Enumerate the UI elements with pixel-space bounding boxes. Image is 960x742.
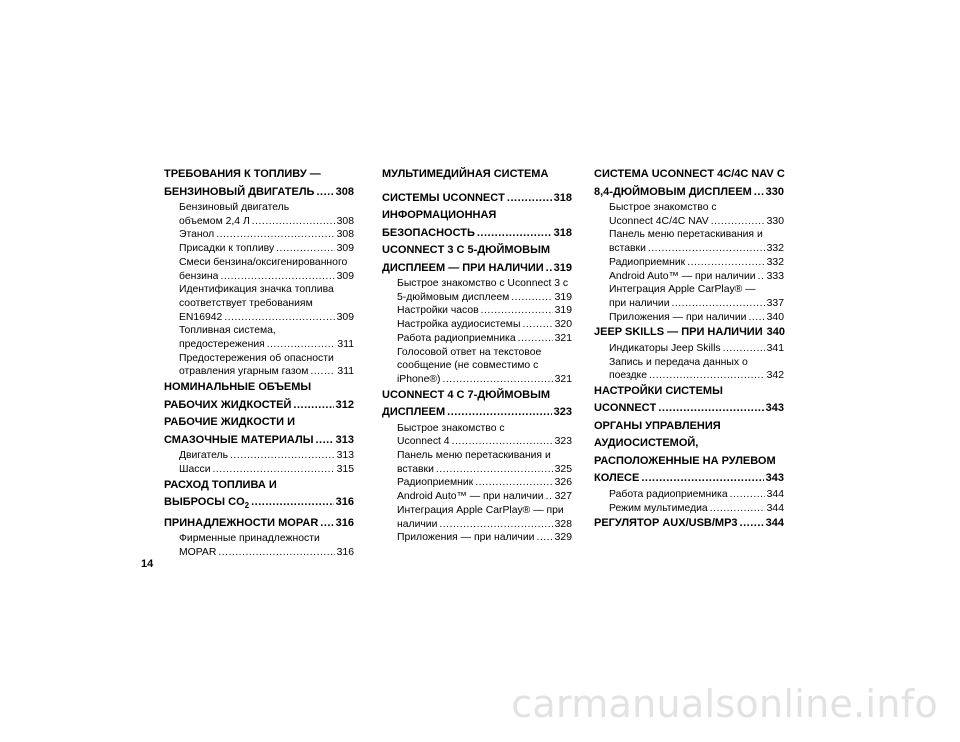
toc-heading-entry[interactable] [594, 400, 784, 418]
toc-subentry-line: соответствует требованиям [179, 297, 313, 309]
toc-entry-title-text: Работа радиоприемника [397, 332, 516, 344]
toc-entry-title [397, 435, 450, 449]
toc-entry-title [609, 369, 647, 383]
toc-page-number: 326 [554, 477, 572, 489]
toc-subentry[interactable] [382, 476, 572, 490]
toc-subentry[interactable] [594, 342, 784, 356]
toc-dot-leader [649, 369, 765, 383]
toc-subentry[interactable] [382, 490, 572, 504]
toc-entry-title-text: UCONNECT [594, 402, 657, 415]
toc-page-number: 340 [766, 311, 784, 323]
toc-entry-title [609, 242, 646, 256]
toc-page-number: 316 [336, 546, 354, 558]
toc-subentry[interactable] [164, 215, 354, 229]
toc-entry-title-text: СМАЗОЧНЫЕ МАТЕРИАЛЫ [164, 433, 314, 446]
toc-dot-leader [658, 400, 763, 418]
toc-subentry[interactable] [594, 369, 784, 383]
toc-entry-title-text: Индикаторы Jeep Skills [609, 342, 721, 354]
toc-entry-title [397, 490, 544, 504]
toc-entry-title [397, 291, 509, 305]
toc-subentry[interactable] [594, 215, 784, 229]
toc-entry-title [609, 342, 721, 356]
toc-entry-title [179, 311, 222, 325]
toc-entry-title [397, 463, 434, 477]
toc-subentry-line: Интеграция Apple CarPlay® — при [397, 504, 564, 516]
toc-entry-title [179, 463, 211, 477]
toc-subentry[interactable] [382, 531, 572, 545]
toc-heading-line: UCONNECT 4 С 7-ДЮЙМОВЫМ [382, 388, 551, 401]
toc-page-number: 325 [554, 463, 572, 475]
toc-subentry[interactable] [164, 311, 354, 325]
toc-subentry-line: Голосовой ответ на текстовое [397, 346, 542, 358]
toc-entry-title [609, 488, 728, 502]
toc-page-number: 309 [336, 270, 354, 282]
toc-subentry[interactable] [164, 365, 354, 379]
toc-page-number: 329 [554, 532, 572, 544]
toc-page-number: 313 [336, 450, 354, 462]
toc-heading-line: АУДИОСИСТЕМОЙ, [594, 437, 699, 450]
toc-entry-title-text: ПРИНАДЛЕЖНОСТИ MOPAR [164, 516, 319, 529]
toc-heading-line: РАСХОД ТОПЛИВА И [164, 478, 277, 491]
toc-dot-leader [740, 515, 764, 533]
toc-dot-leader [293, 397, 333, 415]
toc-entry-subscript: 2 [244, 501, 250, 511]
toc-entry-title [594, 470, 639, 488]
toc-entry-title-text: Радиоприемник [397, 477, 474, 489]
toc-dot-leader [224, 311, 334, 325]
toc-entry-title-text: Приложения — при наличии [609, 311, 747, 323]
toc-page-number: 340 [766, 326, 785, 339]
toc-subentry[interactable] [594, 297, 784, 311]
toc-entry-title [397, 318, 520, 332]
toc-heading-entry[interactable] [594, 324, 784, 342]
toc-entry-title-text: Режим мультимедиа [609, 502, 708, 514]
toc-page-number: 344 [765, 517, 784, 530]
toc-entry-title-text: Android Auto™ — при наличии [397, 491, 544, 503]
toc-dot-leader [230, 449, 335, 463]
toc-entry-title-text: Этанол [179, 229, 215, 241]
toc-entry-title [397, 304, 479, 318]
toc-page-number: 321 [554, 332, 572, 344]
toc-page-number: 311 [337, 339, 354, 351]
toc-entry-title [397, 332, 516, 346]
toc-dot-leader [687, 256, 764, 270]
toc-entry-title-text: MOPAR [179, 546, 217, 558]
toc-page-number: 308 [336, 229, 354, 241]
toc-page-number: 332 [766, 243, 784, 255]
toc-entry-title [382, 225, 475, 243]
toc-heading-entry[interactable] [382, 190, 572, 208]
toc-entry-title-text: Настройка аудиосистемы [397, 319, 521, 331]
toc-entry-title [179, 365, 308, 379]
toc-heading-line: UCONNECT 3 С 5-ДЮЙМОВЫМ [382, 244, 551, 256]
toc-page-number: 309 [336, 243, 354, 255]
toc-subentry-line: Быстрое знакомство с Uconnect 3 с [397, 278, 569, 289]
toc-entry-title [397, 373, 440, 387]
toc-entry-title-text: РАБОЧИХ ЖИДКОСТЕЙ [164, 398, 292, 411]
toc-entry-title [609, 270, 756, 284]
toc-subentry[interactable] [382, 332, 572, 346]
toc-subentry-line: Панель меню перетаскивания и [609, 229, 763, 241]
toc-subentry-line: Предостережения об опасности [179, 352, 334, 364]
toc-entry-title [594, 400, 656, 418]
toc-dot-leader [723, 342, 765, 356]
toc-entry-title [397, 531, 534, 545]
toc-entry-title-text: iPhone®) [397, 373, 441, 385]
toc-entry-title-text: Присадки к топливу [179, 243, 275, 255]
toc-page-number: 343 [765, 472, 784, 485]
toc-subentry-line: Топливная система, [179, 325, 276, 337]
toc-entry-title-text: Двигатель [179, 450, 229, 462]
toc-dot-leader [267, 338, 336, 352]
toc-dot-leader [754, 184, 764, 202]
toc-dot-leader [672, 297, 765, 311]
toc-page-number: 316 [335, 516, 354, 529]
toc-entry-title [164, 494, 249, 515]
toc-entry-title [179, 449, 228, 463]
toc-page-number: 315 [336, 463, 354, 475]
toc-heading-entry[interactable] [164, 432, 354, 450]
toc-subentry-line: Интеграция Apple CarPlay® — [609, 284, 756, 296]
toc-page-number: 309 [336, 311, 354, 323]
toc-dot-leader [439, 518, 552, 532]
toc-entry-title [609, 311, 746, 325]
toc-subentry[interactable] [382, 435, 572, 449]
toc-entry-title [382, 260, 544, 278]
toc-entry-title-text: JEEP SKILLS — ПРИ НАЛИЧИИ [594, 326, 763, 339]
toc-entry-title [382, 190, 505, 208]
toc-entry-title [164, 397, 291, 415]
toc-entry-title [594, 324, 763, 342]
toc-entry-title-text: поездке [609, 370, 647, 382]
toc-page-number: 313 [335, 433, 354, 446]
toc-page-number: 319 [553, 261, 572, 274]
toc-page-number: 328 [554, 518, 572, 530]
toc-subentry-line: Запись и передача данных о [609, 356, 748, 368]
toc-column-1 [164, 166, 354, 560]
toc-entry-title-text: Приложения — при наличии [397, 532, 535, 544]
toc-heading-entry[interactable] [382, 260, 572, 278]
toc-entry-title [179, 338, 265, 352]
toc-entry-title [164, 515, 318, 533]
toc-subentry-line: Фирменные принадлежности [179, 533, 320, 545]
toc-entry-title-text: при наличии [609, 297, 670, 309]
toc-entry-title-text: Настройки часов [397, 305, 479, 317]
toc-entry-title-text: ДИСПЛЕЕМ — ПРИ НАЛИЧИИ [382, 261, 544, 274]
toc-entry-title-text: 8,4-ДЮЙМОВЫМ ДИСПЛЕЕМ [594, 185, 752, 198]
toc-page-number: 321 [554, 373, 572, 385]
toc-page-number: 333 [766, 270, 784, 282]
toc-entry-title [179, 270, 218, 284]
toc-heading-entry[interactable] [164, 515, 354, 533]
toc-dot-leader [442, 373, 552, 387]
toc-subentry[interactable] [382, 463, 572, 477]
toc-page-number: 316 [335, 496, 354, 509]
toc-entry-title-text: EN16942 [179, 311, 223, 323]
toc-dot-leader [748, 311, 764, 325]
toc-subentry-line: Быстрое знакомство с [609, 202, 717, 213]
toc-page-number: 311 [337, 366, 354, 378]
toc-page-number: 330 [766, 215, 784, 227]
watermark: carmanualsonline.info [511, 682, 938, 726]
toc-dot-leader [218, 546, 334, 560]
toc-entry-title-text: предостережения [179, 339, 265, 351]
toc-entry-title-text: КОЛЕСЕ [594, 472, 640, 485]
toc-entry-title-text: вставки [609, 243, 646, 255]
toc-subentry-line: Панель меню перетаскивания и [397, 450, 551, 462]
toc-page-number: 327 [554, 491, 572, 503]
toc-subentry-line: Смеси бензина/оксигенированного [179, 256, 348, 268]
toc-page-number: 320 [554, 319, 572, 331]
toc-page-number: 323 [554, 436, 572, 448]
toc-subentry[interactable] [594, 256, 784, 270]
toc-dot-leader [546, 260, 552, 278]
toc-entry-title [609, 215, 709, 229]
toc-dot-leader [477, 225, 552, 243]
toc-subentry[interactable] [594, 311, 784, 325]
toc-dot-leader [315, 432, 333, 450]
toc-dot-leader [447, 404, 551, 422]
toc-entry-title-text: Работа радиоприемника [609, 488, 728, 500]
toc-subentry-line: Идентификация значка топлива [179, 284, 334, 296]
toc-entry-title-text: Uconnect 4 [397, 436, 450, 448]
toc-subentry-line: сообщение (не совместимо с [397, 360, 539, 372]
toc-dot-leader [452, 435, 553, 449]
toc-entry-title [179, 242, 274, 256]
toc-entry-title-text: Android Auto™ — при наличии [609, 270, 756, 282]
toc-page-number: 341 [766, 342, 784, 354]
toc-subentry[interactable] [594, 242, 784, 256]
toc-heading-entry[interactable] [164, 494, 354, 515]
toc-entry-title [397, 476, 473, 490]
toc-page-number: 342 [766, 370, 784, 382]
toc-heading-line: СИСТЕМА UCONNECT 4C/4C NAV С [594, 168, 785, 180]
toc-entry-title [594, 184, 752, 202]
toc-entry-title [164, 432, 313, 450]
toc-subentry[interactable] [594, 488, 784, 502]
toc-entry-title-text: Радиоприемник [609, 256, 686, 268]
toc-dot-leader [546, 490, 553, 504]
toc-heading-entry[interactable] [594, 184, 784, 202]
toc-heading-entry[interactable] [164, 397, 354, 415]
toc-entry-title [609, 502, 708, 516]
toc-dot-leader [213, 463, 335, 477]
toc-subentry[interactable] [164, 270, 354, 284]
toc-heading-line: РАСПОЛОЖЕННЫЕ НА РУЛЕВОМ [594, 454, 776, 467]
toc-entry-title [609, 297, 670, 311]
toc-entry-title-text: отравления угарным газом [179, 366, 309, 378]
toc-page-number: 319 [554, 305, 572, 317]
toc-page-number: 319 [554, 291, 572, 303]
toc-column-3 [594, 166, 784, 533]
toc-heading-line: НАСТРОЙКИ СИСТЕМЫ [594, 384, 723, 397]
toc-heading-entry[interactable] [382, 225, 572, 243]
toc-subentry[interactable] [164, 242, 354, 256]
toc-entry-title [179, 546, 216, 560]
toc-dot-leader [518, 332, 553, 346]
toc-entry-title-text: ВЫБРОСЫ CO [164, 496, 245, 509]
toc-dot-leader [475, 476, 552, 490]
toc-column-2 [382, 166, 572, 545]
toc-heading-line: ИНФОРМАЦИОННАЯ [382, 209, 497, 221]
toc-page-number: 332 [766, 256, 784, 268]
toc-page-number: 344 [766, 488, 784, 500]
toc-dot-leader [730, 488, 765, 502]
toc-subentry[interactable] [164, 228, 354, 242]
toc-entry-title [397, 518, 437, 532]
toc-subentry[interactable] [382, 318, 572, 332]
toc-entry-title-text: объемом 2,4 Л [179, 215, 250, 227]
toc-subentry-line: Бензиновый двигатель [179, 202, 290, 213]
toc-subentry[interactable] [382, 304, 572, 318]
toc-subentry[interactable] [382, 291, 572, 305]
toc-dot-leader [276, 242, 334, 256]
toc-subentry[interactable] [164, 463, 354, 477]
toc-subentry[interactable] [164, 449, 354, 463]
toc-entry-title [594, 515, 738, 533]
toc-page-number: 318 [553, 226, 572, 239]
toc-dot-leader [507, 190, 552, 208]
toc-page-number: 308 [335, 185, 354, 198]
toc-subentry[interactable] [382, 518, 572, 532]
toc-page-number: 330 [765, 185, 784, 198]
toc-dot-leader [522, 318, 552, 332]
toc-dot-leader [641, 470, 763, 488]
toc-page-number: 343 [765, 402, 784, 415]
toc-dot-leader [711, 215, 765, 229]
toc-page-number: 344 [766, 502, 784, 514]
toc-entry-title-text: ДИСПЛЕЕМ [382, 406, 446, 419]
toc-dot-leader [316, 184, 333, 202]
toc-dot-leader [511, 291, 552, 305]
toc-dot-leader [710, 502, 765, 516]
toc-dot-leader [251, 494, 334, 512]
toc-heading-entry[interactable] [164, 184, 354, 202]
toc-dot-leader [320, 515, 333, 533]
toc-dot-leader [536, 531, 552, 545]
toc-heading-entry[interactable] [594, 515, 784, 533]
toc-entry-title-text: Шасси [179, 463, 211, 475]
toc-heading-line: РАБОЧИЕ ЖИДКОСТИ И [164, 416, 296, 429]
toc-dot-leader [648, 242, 765, 256]
toc-entry-title [179, 228, 214, 242]
toc-dot-leader [216, 228, 334, 242]
toc-entry-title-text: Uconnect 4C/4C NAV [609, 215, 709, 227]
toc-entry-title-text: бензина [179, 270, 219, 282]
toc-heading-line: МУЛЬТИМЕДИЙНАЯ СИСТЕМА [382, 168, 549, 180]
toc-entry-title [382, 404, 445, 422]
toc-entry-title-text: БЕЗОПАСНОСТЬ [382, 226, 475, 239]
toc-entry-title-text: вставки [397, 463, 434, 475]
toc-entry-title-text: РЕГУЛЯТОР AUX/USB/MP3 [594, 517, 738, 530]
toc-heading-entry[interactable] [382, 404, 572, 422]
toc-entry-title-text: БЕНЗИНОВЫЙ ДВИГАТЕЛЬ [164, 185, 315, 198]
toc-subentry[interactable] [594, 270, 784, 284]
toc-entry-title-text: СИСТЕМЫ UCONNECT [382, 191, 505, 204]
toc-subentry[interactable] [594, 502, 784, 516]
toc-page-number: 308 [336, 215, 354, 227]
toc-dot-leader [220, 270, 334, 284]
toc-entry-title [179, 215, 250, 229]
toc-entry-title [164, 184, 314, 202]
toc-dot-leader [436, 463, 553, 477]
toc-dot-leader [758, 270, 765, 284]
toc-dot-leader [310, 365, 335, 379]
toc-page-number: 312 [335, 398, 354, 411]
toc-heading-entry[interactable] [594, 470, 784, 488]
toc-entry-title-text: наличии [397, 518, 438, 530]
toc-subentry[interactable] [164, 338, 354, 352]
toc-heading-line: ОРГАНЫ УПРАВЛЕНИЯ [594, 419, 721, 432]
toc-entry-title [609, 256, 685, 270]
toc-subentry-line: Быстрое знакомство с [397, 422, 505, 434]
toc-heading-line: ТРЕБОВАНИЯ К ТОПЛИВУ — [164, 168, 321, 180]
toc-dot-leader [252, 215, 335, 229]
toc-entry-title-text: 5-дюймовым дисплеем [397, 291, 510, 303]
toc-page-number: 318 [553, 191, 572, 204]
toc-subentry[interactable] [164, 546, 354, 560]
toc-subentry[interactable] [382, 373, 572, 387]
toc-page-number: 323 [553, 406, 572, 419]
toc-heading-line: НОМИНАЛЬНЫЕ ОБЪЕМЫ [164, 381, 312, 394]
page-number: 14 [141, 558, 154, 570]
toc-dot-leader [481, 304, 553, 318]
toc-page-number: 337 [766, 297, 784, 309]
